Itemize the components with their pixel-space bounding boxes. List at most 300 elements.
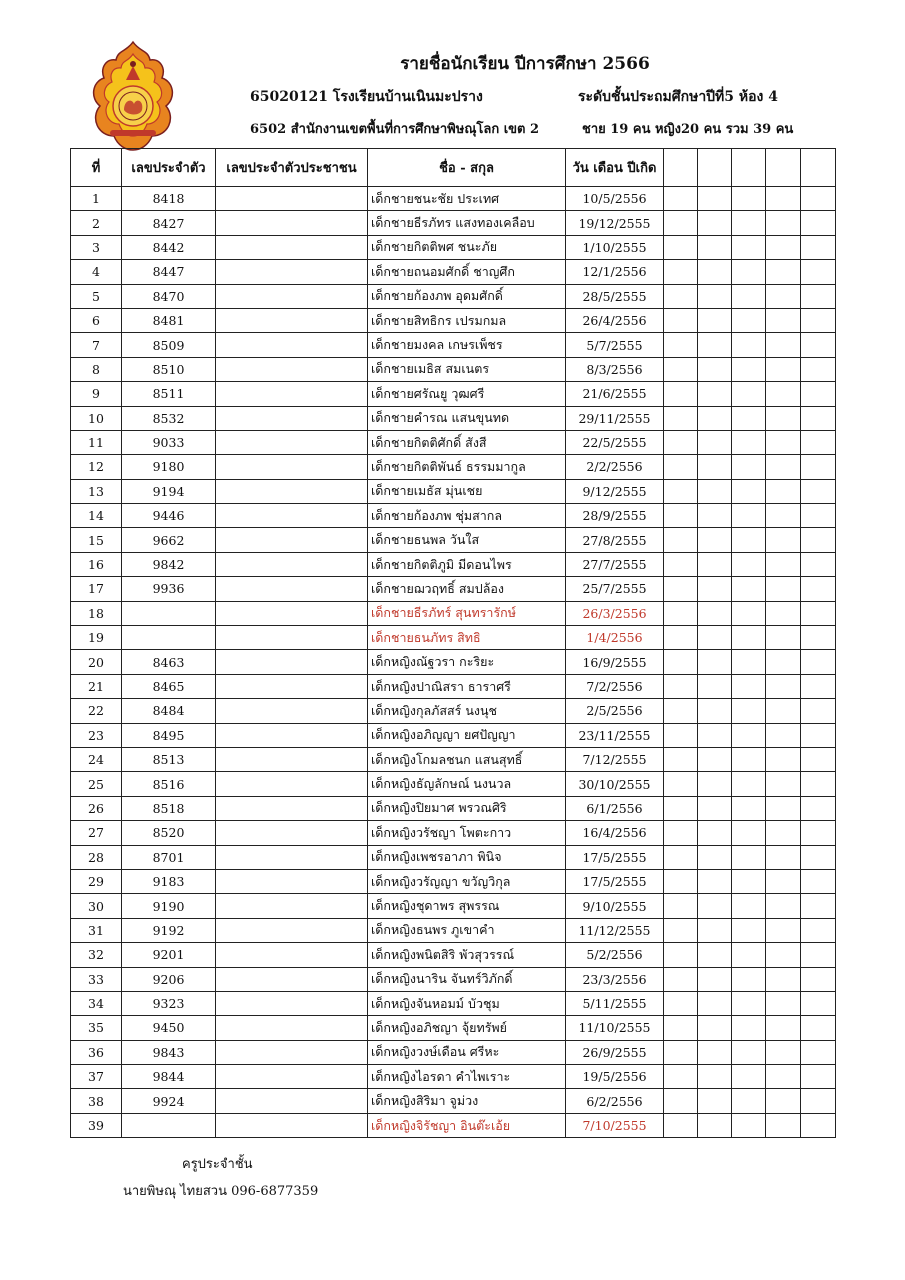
student-roster-table [70,148,836,1138]
table-row [71,894,836,918]
blank-cell [664,308,698,332]
student-name-cell: เด็กชายคำรณ แสนขุนทด [368,406,566,430]
blank-cell [766,455,801,479]
row-number: 26 [71,796,122,820]
student-id-cell: 8495 [122,723,216,747]
blank-cell [698,1065,732,1089]
blank-cell [698,284,732,308]
birth-date-cell: 2/5/2556 [566,699,664,723]
blank-cell [698,187,732,211]
education-office: 6502 สำนักงานเขตพื้นที่การศึกษาพิษณุโลก เขต 2 [250,122,540,137]
student-name-cell: เด็กชายกิตติภูมิ มีดอนไพร [368,552,566,576]
blank-cell [766,308,801,332]
student-id-cell: 8447 [122,260,216,284]
row-number: 13 [71,479,122,503]
student-id-cell: 8470 [122,284,216,308]
table-row [71,284,836,308]
birth-date-cell: 19/12/2555 [566,211,664,235]
blank-cell [664,943,698,967]
birth-date-cell: 16/4/2556 [566,821,664,845]
student-name-cell: เด็กหญิงพนิตสิริ พัวสุวรรณ์ [368,943,566,967]
blank-cell [732,406,766,430]
birth-date-cell: 7/12/2555 [566,747,664,771]
blank-cell [766,406,801,430]
student-id-cell: 9180 [122,455,216,479]
blank-cell [732,991,766,1015]
blank-cell [664,650,698,674]
student-id-cell: 8532 [122,406,216,430]
citizen-id-cell [216,577,368,601]
blank-cell [732,211,766,235]
blank-cell [766,601,801,625]
table-row [71,1040,836,1064]
student-name-cell: เด็กชายศรัณยู วุฒศรี [368,382,566,406]
blank-cell [801,1065,836,1089]
student-name-cell: เด็กชายสิทธิกร เปรมกมล [368,308,566,332]
blank-cell [732,845,766,869]
table-row [71,869,836,893]
birth-date-cell: 1/10/2555 [566,235,664,259]
birth-date-cell: 26/9/2555 [566,1040,664,1064]
blank-cell [664,674,698,698]
row-number: 37 [71,1065,122,1089]
student-name-cell: เด็กหญิงธัญลักษณ์ นงนวล [368,772,566,796]
student-name-cell: เด็กชายกิตติศักดิ์ สังสี [368,430,566,454]
blank-cell [801,235,836,259]
student-name-cell: เด็กหญิงสิริมา จูม่วง [368,1089,566,1113]
student-id-cell: 9936 [122,577,216,601]
student-id-cell: 8418 [122,187,216,211]
student-id-cell: 9033 [122,430,216,454]
student-name-cell: เด็กหญิงโกมลชนก แสนสุทธิ์ [368,747,566,771]
row-number: 9 [71,382,122,406]
blank-cell [801,821,836,845]
blank-cell [664,723,698,747]
birth-date-cell: 5/11/2555 [566,991,664,1015]
blank-cell [664,1040,698,1064]
table-row [71,406,836,430]
blank-cell [801,845,836,869]
blank-cell [664,382,698,406]
student-id-cell: 8701 [122,845,216,869]
table-row [71,187,836,211]
blank-cell [698,796,732,820]
row-number: 27 [71,821,122,845]
table-row [71,357,836,381]
blank-cell [698,1089,732,1113]
citizen-id-cell [216,552,368,576]
table-row [71,991,836,1015]
student-id-cell: 9924 [122,1089,216,1113]
student-id-cell: 9190 [122,894,216,918]
table-header-row [71,149,836,187]
blank-cell [664,991,698,1015]
birth-date-cell: 17/5/2555 [566,845,664,869]
blank-cell [732,308,766,332]
blank-cell [766,821,801,845]
table-row [71,211,836,235]
blank-cell [732,382,766,406]
row-number: 4 [71,260,122,284]
blank-cell [698,479,732,503]
birth-date-cell: 9/12/2555 [566,479,664,503]
student-id-cell: 8511 [122,382,216,406]
birth-date-cell: 9/10/2555 [566,894,664,918]
birth-date-cell: 29/11/2555 [566,406,664,430]
blank-cell [664,626,698,650]
blank-cell [732,1089,766,1113]
blank-cell [698,601,732,625]
citizen-id-cell [216,430,368,454]
student-name-cell: เด็กหญิงปาณิสรา ธาราศรี [368,674,566,698]
blank-cell [732,1113,766,1137]
student-id-cell: 9183 [122,869,216,893]
blank-cell [732,1040,766,1064]
blank-cell [766,699,801,723]
row-number: 3 [71,235,122,259]
blank-cell [801,430,836,454]
table-row [71,528,836,552]
blank-cell [732,772,766,796]
student-id-cell: 8463 [122,650,216,674]
student-id-cell: 9450 [122,1016,216,1040]
student-name-cell: เด็กหญิงวรัชญา โพตะกาว [368,821,566,845]
class-level: ระดับชั้นประถมศึกษาปีที่5 ห้อง 4 [578,89,778,105]
blank-cell [766,552,801,576]
row-number: 22 [71,699,122,723]
blank-cell [664,894,698,918]
table-row [71,601,836,625]
row-number: 30 [71,894,122,918]
blank-cell [766,747,801,771]
birth-date-cell: 8/3/2556 [566,357,664,381]
blank-cell [698,626,732,650]
row-number: 2 [71,211,122,235]
row-number: 1 [71,187,122,211]
blank-cell [732,528,766,552]
blank-cell [732,260,766,284]
student-id-cell: 9206 [122,967,216,991]
birth-date-cell: 11/12/2555 [566,918,664,942]
blank-cell [766,674,801,698]
blank-cell [766,333,801,357]
table-row [71,235,836,259]
blank-cell [698,528,732,552]
student-id-cell [122,1113,216,1137]
blank-cell [664,1065,698,1089]
blank-cell [698,699,732,723]
student-count: ชาย 19 คน หญิง20 คน รวม 39 คน [582,122,794,137]
row-number: 35 [71,1016,122,1040]
citizen-id-cell [216,211,368,235]
blank-cell [801,1113,836,1137]
citizen-id-cell [216,821,368,845]
citizen-id-cell [216,1016,368,1040]
blank-cell [732,235,766,259]
citizen-id-cell [216,723,368,747]
school-name: 65020121 โรงเรียนบ้านเนินมะปราง [250,89,483,105]
table-row [71,943,836,967]
birth-date-cell: 7/10/2555 [566,1113,664,1137]
blank-cell [664,821,698,845]
table-row [71,504,836,528]
header-number: ที่ [71,149,122,187]
blank-cell [801,577,836,601]
birth-date-cell: 5/2/2556 [566,943,664,967]
citizen-id-cell [216,869,368,893]
blank-cell [698,552,732,576]
table-row [71,650,836,674]
birth-date-cell: 11/10/2555 [566,1016,664,1040]
student-id-cell [122,601,216,625]
blank-cell [664,796,698,820]
citizen-id-cell [216,504,368,528]
student-id-cell: 9446 [122,504,216,528]
birth-date-cell: 21/6/2555 [566,382,664,406]
row-number: 12 [71,455,122,479]
row-number: 5 [71,284,122,308]
table-row [71,699,836,723]
student-name-cell: เด็กหญิงนาริน จันทร์วิภักดิ์ [368,967,566,991]
table-row [71,1089,836,1113]
blank-cell [801,284,836,308]
blank-cell [766,528,801,552]
blank-cell [801,723,836,747]
blank-cell [698,894,732,918]
citizen-id-cell [216,333,368,357]
blank-cell [766,357,801,381]
blank-cell [766,894,801,918]
blank-cell [698,650,732,674]
blank-cell [698,967,732,991]
student-name-cell: เด็กหญิงธนพร ภูเขาคำ [368,918,566,942]
blank-cell [664,187,698,211]
table-row [71,845,836,869]
blank-cell [766,869,801,893]
student-id-cell [122,626,216,650]
table-row [71,260,836,284]
student-id-cell: 9842 [122,552,216,576]
blank-cell [664,747,698,771]
row-number: 25 [71,772,122,796]
blank-cell [698,406,732,430]
blank-cell [732,796,766,820]
row-number: 10 [71,406,122,430]
student-name-cell: เด็กหญิงกุลภัสสร์ นงนุช [368,699,566,723]
blank-cell [766,943,801,967]
student-id-cell: 8465 [122,674,216,698]
blank-cell [698,869,732,893]
birth-date-cell: 23/11/2555 [566,723,664,747]
row-number: 14 [71,504,122,528]
blank-cell [766,991,801,1015]
blank-cell [698,260,732,284]
student-name-cell: เด็กชายกิตติพันธ์ ธรรมมากูล [368,455,566,479]
blank-cell [801,918,836,942]
blank-cell [732,284,766,308]
table-row [71,626,836,650]
birth-date-cell: 16/9/2555 [566,650,664,674]
birth-date-cell: 2/2/2556 [566,455,664,479]
row-number: 29 [71,869,122,893]
row-number: 8 [71,357,122,381]
student-name-cell: เด็กหญิงปิยมาศ พรวณศิริ [368,796,566,820]
blank-cell [732,918,766,942]
citizen-id-cell [216,455,368,479]
row-number: 31 [71,918,122,942]
table-row [71,796,836,820]
citizen-id-cell [216,187,368,211]
row-number: 34 [71,991,122,1015]
birth-date-cell: 27/8/2555 [566,528,664,552]
student-name-cell: เด็กชายชนะชัย ประเทศ [368,187,566,211]
citizen-id-cell [216,699,368,723]
table-row [71,333,836,357]
table-row [71,479,836,503]
blank-cell [766,1113,801,1137]
blank-cell [801,967,836,991]
row-number: 21 [71,674,122,698]
blank-cell [698,504,732,528]
citizen-id-cell [216,357,368,381]
student-name-cell: เด็กชายธนภัทร สิทธิ [368,626,566,650]
blank-cell [698,455,732,479]
blank-cell [801,1040,836,1064]
student-id-cell: 9844 [122,1065,216,1089]
blank-cell [766,504,801,528]
blank-cell [698,747,732,771]
citizen-id-cell [216,967,368,991]
blank-cell [766,260,801,284]
blank-cell [664,552,698,576]
row-number: 15 [71,528,122,552]
blank-cell [698,211,732,235]
student-id-cell: 8516 [122,772,216,796]
blank-cell [698,333,732,357]
blank-cell [698,845,732,869]
blank-cell [766,918,801,942]
table-row [71,308,836,332]
student-name-cell: เด็กหญิงชุดาพร สุพรรณ [368,894,566,918]
row-number: 17 [71,577,122,601]
homeroom-teacher-label: ครูประจำชั้น [182,1157,253,1172]
blank-cell [732,967,766,991]
blank-cell [801,699,836,723]
blank-cell [698,577,732,601]
blank-cell [664,1089,698,1113]
blank-cell [664,918,698,942]
citizen-id-cell [216,845,368,869]
birth-date-cell: 17/5/2555 [566,869,664,893]
blank-cell [801,601,836,625]
citizen-id-cell [216,772,368,796]
blank-cell [801,479,836,503]
blank-cell [664,357,698,381]
blank-cell [698,821,732,845]
citizen-id-cell [216,626,368,650]
blank-cell [664,845,698,869]
blank-cell [766,1040,801,1064]
blank-cell [664,869,698,893]
blank-cell [698,1113,732,1137]
blank-cell [766,967,801,991]
table-row [71,967,836,991]
citizen-id-cell [216,284,368,308]
table-row [71,747,836,771]
blank-cell [766,577,801,601]
blank-cell [766,187,801,211]
blank-cell [698,430,732,454]
student-id-cell: 8427 [122,211,216,235]
school-emblem-icon [88,40,178,152]
blank-cell [801,528,836,552]
blank-cell [801,357,836,381]
blank-cell [801,991,836,1015]
blank-cell [732,943,766,967]
blank-cell [766,772,801,796]
blank-cell [801,894,836,918]
row-number: 6 [71,308,122,332]
birth-date-cell: 25/7/2555 [566,577,664,601]
blank-cell [801,650,836,674]
blank-cell [801,211,836,235]
student-name-cell: เด็กชายมงคล เกษรเพ็ชร [368,333,566,357]
student-name-cell: เด็กหญิงจิรัชญา อินต๊ะเอ้ย [368,1113,566,1137]
birth-date-cell: 5/7/2555 [566,333,664,357]
birth-date-cell: 6/1/2556 [566,796,664,820]
blank-cell [801,406,836,430]
student-name-cell: เด็กหญิงวรัญญา ขวัญวิกุล [368,869,566,893]
blank-cell [732,187,766,211]
blank-cell [801,382,836,406]
birth-date-cell: 28/5/2555 [566,284,664,308]
blank-cell [664,601,698,625]
birth-date-cell: 1/4/2556 [566,626,664,650]
blank-cell [801,869,836,893]
blank-cell [698,991,732,1015]
blank-cell [698,674,732,698]
student-id-cell: 9192 [122,918,216,942]
birth-date-cell: 22/5/2555 [566,430,664,454]
blank-cell [801,187,836,211]
header-blank [801,149,836,187]
birth-date-cell: 12/1/2556 [566,260,664,284]
student-id-cell: 8518 [122,796,216,820]
blank-cell [801,1016,836,1040]
student-name-cell: เด็กหญิงเพชรอาภา พินิจ [368,845,566,869]
student-name-cell: เด็กชายก้องภพ อุดมศักดิ์ [368,284,566,308]
blank-cell [732,869,766,893]
student-id-cell: 8513 [122,747,216,771]
blank-cell [664,967,698,991]
blank-cell [698,943,732,967]
blank-cell [801,333,836,357]
birth-date-cell: 30/10/2555 [566,772,664,796]
teacher-name-phone: นายพิษณุ ไทยสวน 096-6877359 [123,1184,319,1199]
citizen-id-cell [216,308,368,332]
blank-cell [664,235,698,259]
student-name-cell: เด็กชายก้องภพ ชุ่มสากล [368,504,566,528]
student-name-cell: เด็กหญิงอภิญญา ยศปัญญา [368,723,566,747]
blank-cell [732,455,766,479]
header-blank [732,149,766,187]
blank-cell [698,723,732,747]
header-blank [766,149,801,187]
birth-date-cell: 7/2/2556 [566,674,664,698]
header-birth-date: วัน เดือน ปีเกิด [566,149,664,187]
citizen-id-cell [216,479,368,503]
citizen-id-cell [216,235,368,259]
